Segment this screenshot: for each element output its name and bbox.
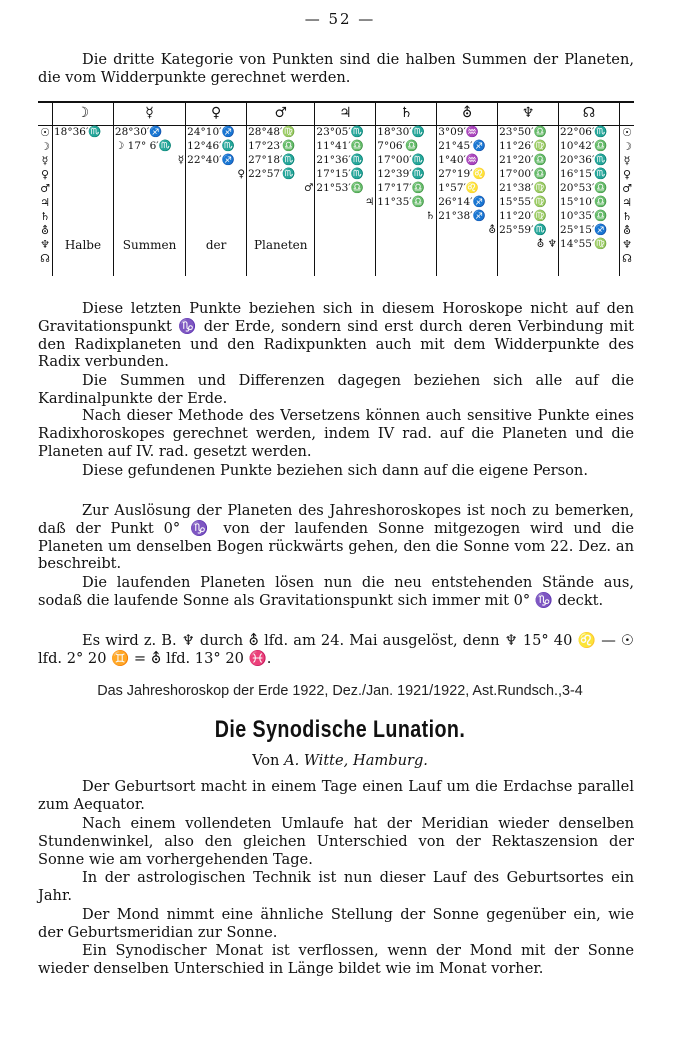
- row-symbol-right: ☉: [620, 126, 635, 141]
- table-cell: 21°38′♍: [498, 182, 559, 196]
- table-cell: 22°40′♐: [186, 154, 247, 168]
- row-symbol-right: ⛢: [620, 224, 635, 238]
- table-cell: [437, 252, 498, 276]
- table-cell: [113, 182, 185, 196]
- header-cell: ♂: [247, 102, 315, 126]
- row-symbol-right: ♀: [620, 168, 635, 182]
- table-row: [38, 126, 634, 141]
- header-cell: ☿: [113, 102, 185, 126]
- author-name: A. Witte, Hamburg.: [284, 752, 428, 769]
- body-paragraph-4: [38, 906, 634, 942]
- header-cell: ☊: [559, 102, 620, 126]
- paragraph-2: [38, 372, 634, 408]
- table-cell: [113, 210, 185, 224]
- table-row: [38, 252, 634, 276]
- row-symbol-left: ☿: [41, 154, 49, 167]
- table-cell: 15°55′♍: [498, 196, 559, 210]
- table-cell: [376, 252, 437, 276]
- table-cell: ⛢: [437, 224, 498, 238]
- row-symbol-left: ♃: [40, 196, 50, 209]
- article-author: [0, 752, 680, 769]
- table-cell: 12°46′♏: [186, 140, 247, 154]
- paragraph-4: [38, 462, 634, 480]
- table-cell: 23°50′♎: [498, 126, 559, 141]
- table-cell: 22°57′♏: [247, 168, 315, 182]
- row-symbol-left: ♆: [40, 238, 50, 251]
- body-paragraph-3: [38, 869, 634, 905]
- row-symbol-right: ♃: [620, 196, 635, 210]
- table-row: [38, 238, 634, 252]
- table-cell: ♀: [186, 168, 247, 182]
- table-cell: [186, 224, 247, 238]
- page-number: — 52 —: [304, 10, 376, 28]
- table-cell: 21°38′♐: [437, 210, 498, 224]
- row-symbol-left: ♀: [40, 168, 50, 181]
- table-cell: [186, 210, 247, 224]
- table-row: [38, 224, 634, 238]
- table-cell: Planeten: [247, 238, 315, 252]
- body-paragraph-3-text: In der astrologischen Technik ist nun dieser Lauf des Geburtsortes ein Jahr.: [38, 869, 634, 904]
- table-cell: [113, 196, 185, 210]
- table-cell: 11°26′♍: [498, 140, 559, 154]
- table-cell: [53, 224, 114, 238]
- article-title: Die Synodische Lunation.: [214, 716, 466, 743]
- table-cell: 25°15′♐: [559, 224, 620, 238]
- body-paragraph-2-text: Nach einem vollendeten Umlaufe hat der Meridian wieder denselben Stundenwinkel, also den gleichen Unterschied von der Rektaszension der Sonne wie am vorhergehenden Tage.: [38, 815, 634, 868]
- table-cell: der: [186, 238, 247, 252]
- row-symbol-left: ☊: [40, 252, 50, 265]
- table-cell: 20°53′♎: [559, 182, 620, 196]
- row-symbol-right: ♆: [620, 238, 635, 252]
- table-row: [38, 182, 634, 196]
- table-cell: 14°55′♍: [559, 238, 620, 252]
- intro-text: Die dritte Kategorie von Punkten sind die halben Summen der Planeten, die vom Widderpunkte gerechnet werden.: [38, 51, 634, 86]
- table-cell: [186, 252, 247, 276]
- table-cell: Halbe: [53, 238, 114, 252]
- half-sums-table: [38, 101, 634, 276]
- row-symbol-left: ☽: [40, 140, 50, 153]
- table-cell: 10°42′♎: [559, 140, 620, 154]
- table-cell: 27°19′♌: [437, 168, 498, 182]
- table-cell: 15°10′♎: [559, 196, 620, 210]
- header-cell: ♃: [315, 102, 376, 126]
- body-paragraph-1: [38, 778, 634, 814]
- table-cell: [53, 252, 114, 276]
- table-cell: [53, 168, 114, 182]
- table-body: [38, 126, 634, 277]
- table-cell: 24°10′♐: [186, 126, 247, 141]
- row-symbol-right: ♄: [620, 210, 635, 224]
- table-cell: ⛢ ♆: [498, 238, 559, 252]
- table-cell: [437, 238, 498, 252]
- header-cell: ⛢: [437, 102, 498, 126]
- table-cell: 17°00′♎: [498, 168, 559, 182]
- paragraph-1-text: Diese letzten Punkte beziehen sich in diesem Horoskope nicht auf den Gravitationspunkt ♑ der Erde, sondern sind erst durch deren Verbindung mit den Radixplaneten und den Radixpunkten auch mit dem Widderpunkte des Radix verbunden.: [38, 300, 634, 371]
- paragraph-1: [38, 300, 634, 371]
- row-symbol-left: ⛢: [40, 224, 50, 237]
- table-cell: [315, 238, 376, 252]
- paragraph-6: [38, 574, 634, 610]
- paragraph-5: [38, 502, 634, 573]
- table-cell: [53, 196, 114, 210]
- body-paragraph-4-text: Der Mond nimmt eine ähnliche Stellung der Sonne gegenüber ein, wie der Geburtsmeridian zur Sonne.: [38, 906, 634, 941]
- paragraph-3-text: Nach dieser Methode des Versetzens können auch sensitive Punkte eines Radixhoroskopes gerechnet werden, indem IV rad. auf die Planeten und die Planeten auf IV. rad. gesetzt werden.: [38, 407, 634, 460]
- table-cell: 23°05′♏: [315, 126, 376, 141]
- table-cell: 25°59′♏: [498, 224, 559, 238]
- paragraph-7: [38, 632, 634, 668]
- table-cell: 7°06′♎: [376, 140, 437, 154]
- table-cell: 12°39′♏: [376, 168, 437, 182]
- table-cell: 26°14′♐: [437, 196, 498, 210]
- table-cell: [247, 224, 315, 238]
- table-cell: 18°30′♏: [376, 126, 437, 141]
- table-cell: 21°36′♏: [315, 154, 376, 168]
- header-cell: ♄: [376, 102, 437, 126]
- header-cell: ☽: [53, 102, 114, 126]
- row-symbol-right: ☽: [620, 140, 635, 154]
- table-cell: ♂: [247, 182, 315, 196]
- table-cell: [113, 168, 185, 182]
- table-row: [38, 140, 634, 154]
- table-cell: 16°15′♏: [559, 168, 620, 182]
- table-cell: 11°41′♎: [315, 140, 376, 154]
- author-prefix: Von: [252, 752, 285, 769]
- table-cell: [113, 224, 185, 238]
- row-symbol-left: ♂: [40, 182, 50, 195]
- table-cell: 28°48′♍: [247, 126, 315, 141]
- table-cell: [247, 196, 315, 210]
- table-cell: [53, 154, 114, 168]
- table-cell: 17°15′♏: [315, 168, 376, 182]
- paragraph-5-text: Zur Auslösung der Planeten des Jahreshoroskopes ist noch zu bemerken, daß der Punkt 0° ♑ von der laufenden Sonne mitgezogen wird und die Planeten um denselben Bogen rückwärts gehen, den die Sonne vom 22. Dez. an beschreibt.: [38, 502, 634, 573]
- intro-paragraph: [38, 51, 634, 87]
- paragraph-3: [38, 407, 634, 460]
- row-symbol-left: ☉: [40, 126, 50, 139]
- row-symbol-right: ☿: [620, 154, 635, 168]
- table-cell: [186, 196, 247, 210]
- body-paragraph-5-text: Ein Synodischer Monat ist verflossen, wenn der Mond mit der Sonne wieder denselben Unterschied in Länge bildet wie im Monat vorher.: [38, 942, 634, 977]
- table-cell: [186, 182, 247, 196]
- table-cell: 17°23′♎: [247, 140, 315, 154]
- header-cell: [38, 102, 53, 126]
- paragraph-6-text: Die laufenden Planeten lösen nun die neu entstehenden Stände aus, sodaß die laufende Sonne als Gravitationspunkt sich immer mit 0° ♑ deckt.: [38, 574, 634, 609]
- table-cell: 21°53′♎: [315, 182, 376, 196]
- table-cell: ♃: [315, 196, 376, 210]
- row-symbol-left: ♄: [40, 210, 50, 223]
- table-row: [38, 154, 634, 168]
- table-cell: 11°35′♎: [376, 196, 437, 210]
- table-cell: [376, 224, 437, 238]
- table-cell: 11°20′♍: [498, 210, 559, 224]
- paragraph-2-text: Die Summen und Differenzen dagegen beziehen sich alle auf die Kardinalpunkte der Erde.: [38, 372, 634, 407]
- table-cell: [53, 140, 114, 154]
- table-cell: 22°06′♏: [559, 126, 620, 141]
- table-cell: 21°20′♎: [498, 154, 559, 168]
- table-cell: 20°36′♏: [559, 154, 620, 168]
- table-cell: [53, 210, 114, 224]
- table-cell: 17°00′♏: [376, 154, 437, 168]
- table-cell: [315, 252, 376, 276]
- table-cell: ☽ 17° 6′♏: [113, 140, 185, 154]
- table-cell: [113, 252, 185, 276]
- row-symbol-right: ☊: [620, 252, 635, 276]
- body-paragraph-5: [38, 942, 634, 978]
- table-cell: [376, 238, 437, 252]
- table-cell: [315, 210, 376, 224]
- header-cell: [620, 102, 635, 126]
- table-cell: ♄: [376, 210, 437, 224]
- row-symbol-right: ♂: [620, 182, 635, 196]
- table-cell: 28°30′♐: [113, 126, 185, 141]
- table-cell: [498, 252, 559, 276]
- paragraph-4-text: Diese gefundenen Punkte beziehen sich dann auf die eigene Person.: [82, 462, 588, 479]
- table-row: [38, 168, 634, 182]
- table-cell: 21°45′♐: [437, 140, 498, 154]
- table-cell: 27°18′♏: [247, 154, 315, 168]
- table-cell: 18°36′♏: [53, 126, 114, 141]
- source-caption: Das Jahreshoroskop der Erde 1922, Dez./Jan. 1921/1922, Ast.Rundsch.,3-4: [97, 683, 583, 699]
- table-cell: 17°17′♎: [376, 182, 437, 196]
- body-paragraph-1-text: Der Geburtsort macht in einem Tage einen Lauf um die Erdachse parallel zum Aequator.: [38, 778, 634, 813]
- body-paragraph-2: [38, 815, 634, 868]
- header-cell: ♆: [498, 102, 559, 126]
- table-cell: 10°35′♎: [559, 210, 620, 224]
- header-cell: ♀: [186, 102, 247, 126]
- table-cell: [247, 210, 315, 224]
- paragraph-7-text: Es wird z. B. ♆ durch ⛢ lfd. am 24. Mai ausgelöst, denn ♆ 15° 40 ♌ — ☉ lfd. 2° 20 ♊ = ⛢ lfd. 13° 20 ♓.: [38, 632, 634, 667]
- table-cell: Summen: [113, 238, 185, 252]
- table-cell: [53, 182, 114, 196]
- table-cell: [315, 224, 376, 238]
- table-cell: 1°40′♒: [437, 154, 498, 168]
- table-cell: 1°57′♌: [437, 182, 498, 196]
- table-row: [38, 210, 634, 224]
- table-cell: [559, 252, 620, 276]
- table-row: [38, 196, 634, 210]
- table-cell: [247, 252, 315, 276]
- table-cell: 3°09′♒: [437, 126, 498, 141]
- table-cell: ☿: [113, 154, 185, 168]
- table-header-row: [38, 102, 634, 126]
